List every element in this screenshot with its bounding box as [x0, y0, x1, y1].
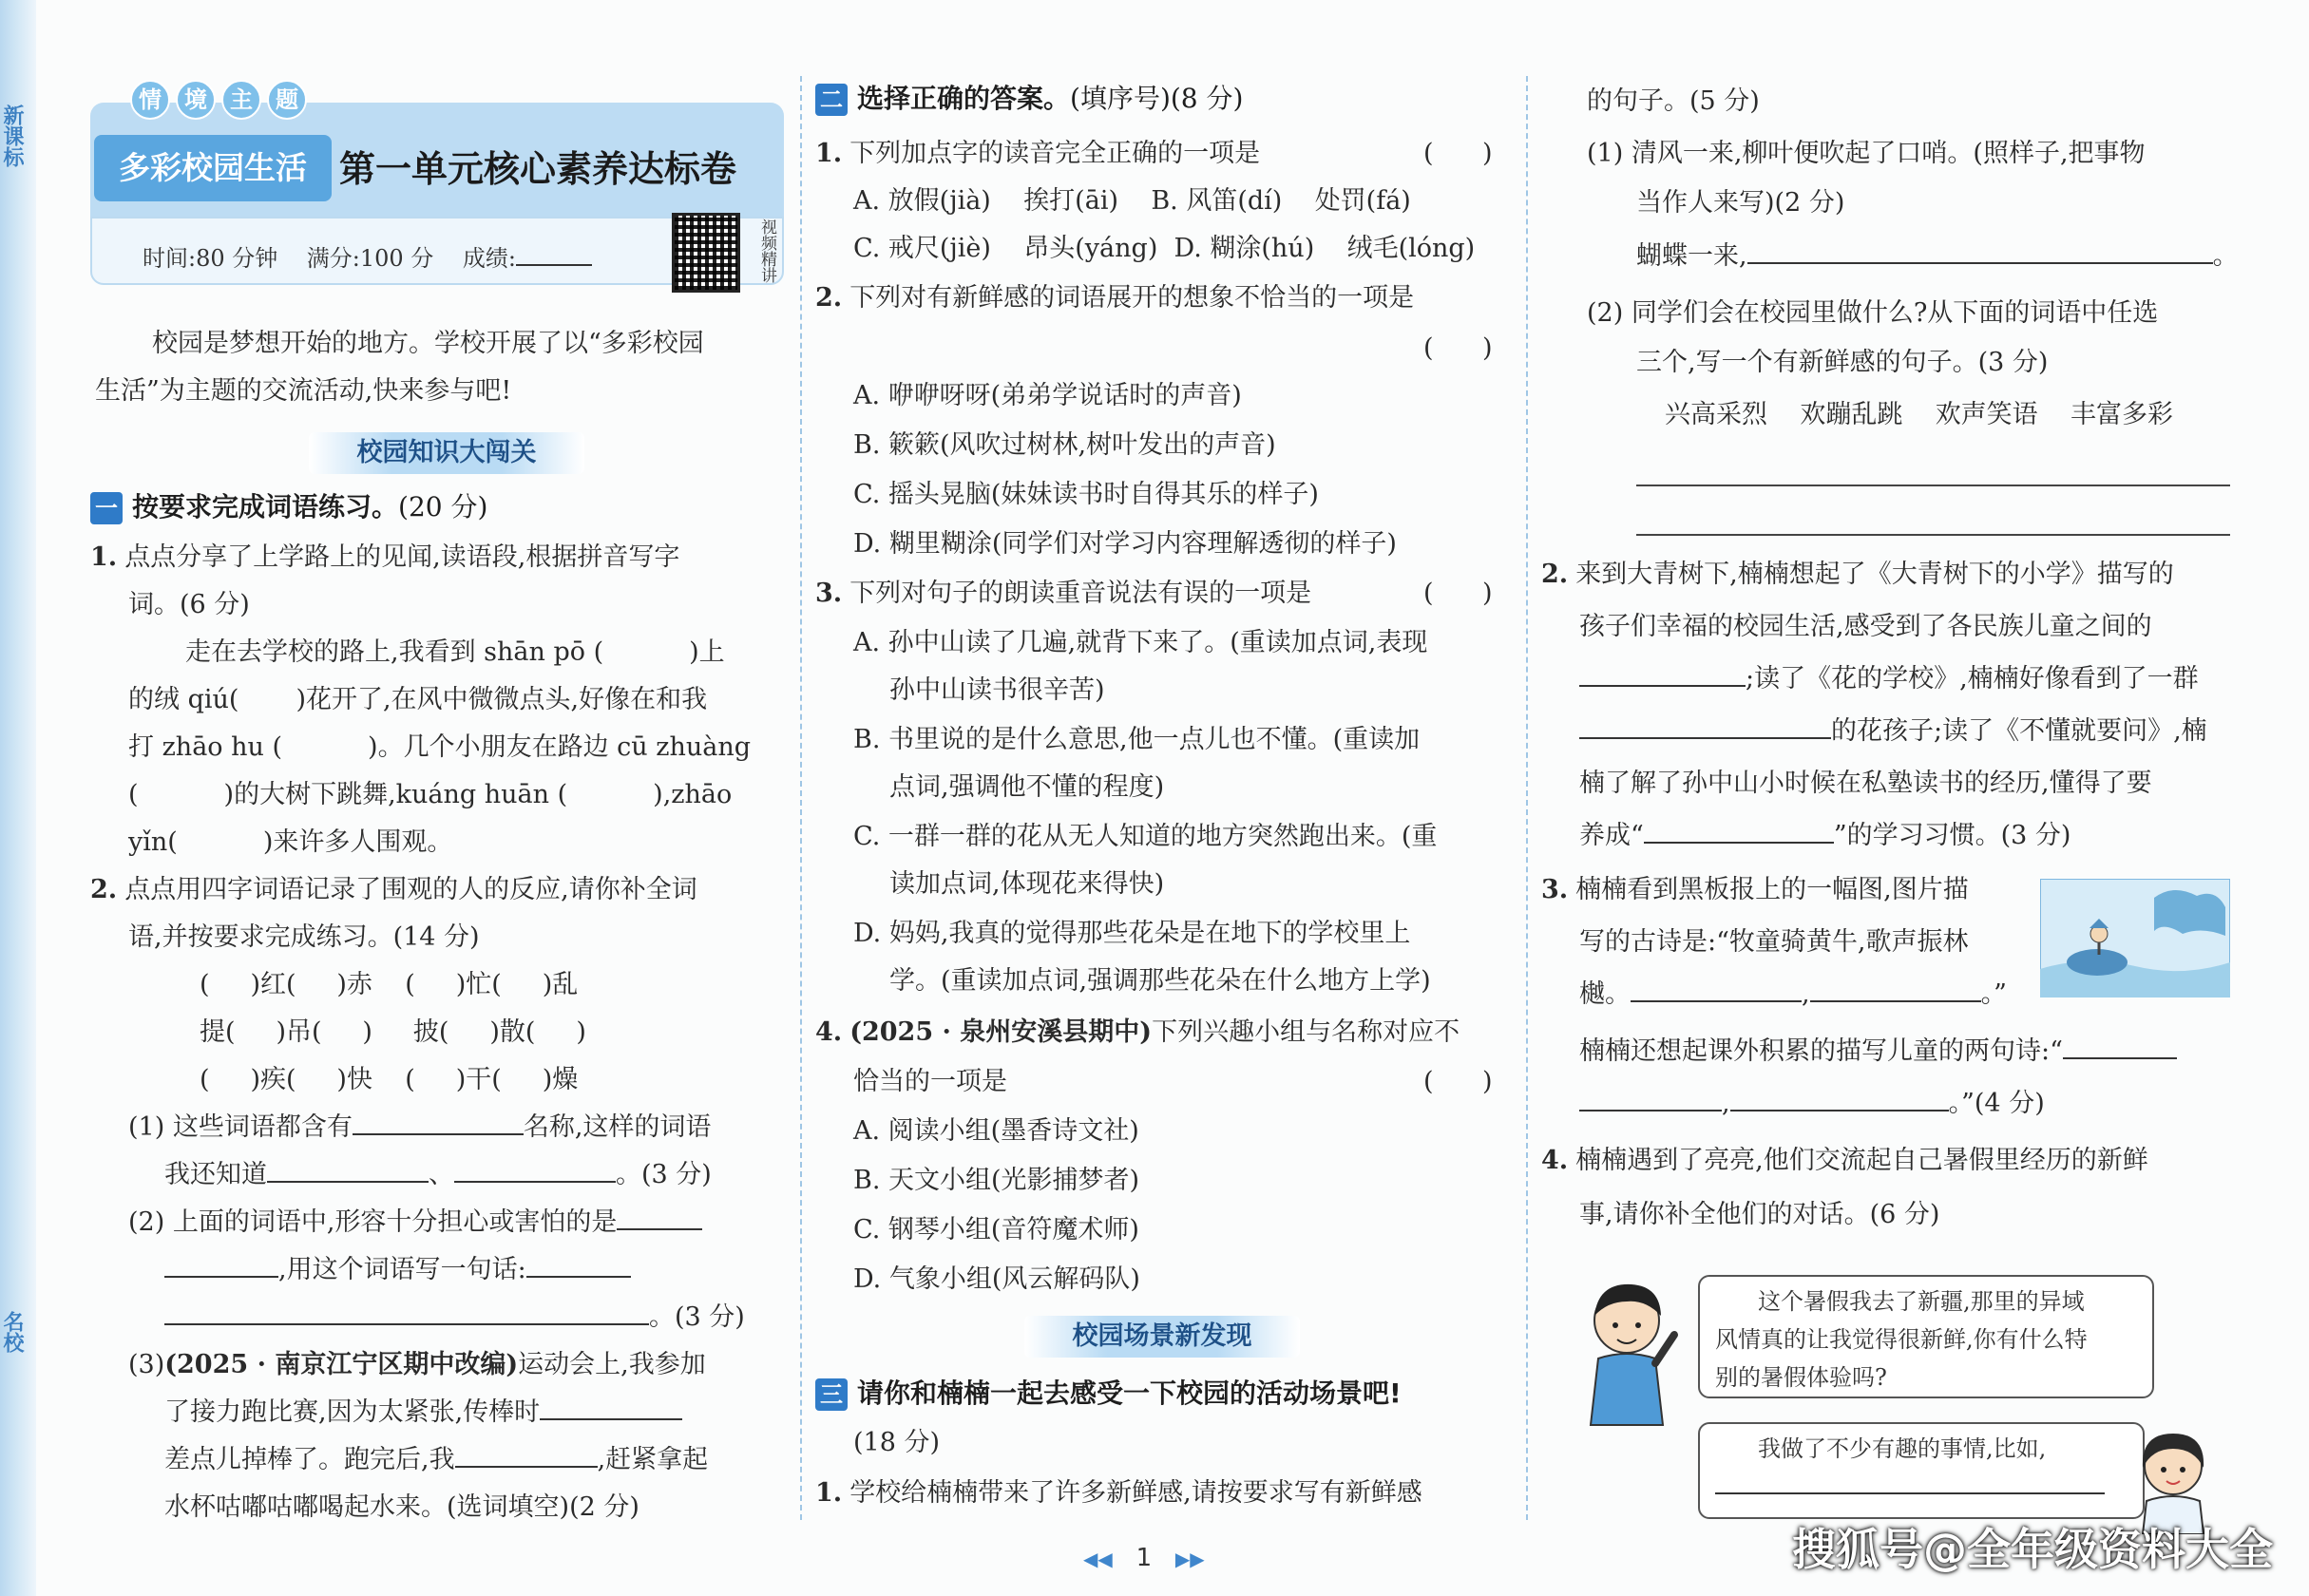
word-bank: 兴高采烈 欢蹦乱跳 欢声笑语 丰富多彩	[1665, 400, 2174, 429]
column-left	[90, 0, 789, 1558]
passage-line: 的绒 qiú( )花开了,在风中微微点头,好像在和我	[128, 685, 708, 714]
section-heading	[90, 489, 487, 525]
question-line: 4. 楠楠遇到了亮亮,他们交流起自己暑假里经历的新鲜	[1541, 1146, 2148, 1175]
section-number: 一	[90, 492, 123, 524]
dialog-answer-line[interactable]	[1715, 1492, 2105, 1494]
option-line: A. 咿咿呀呀(弟弟学说话时的声音)	[853, 381, 1242, 410]
section-title: 选择正确的答案。	[857, 83, 1071, 114]
column-divider	[1526, 76, 1528, 1520]
question-line: 养成“ ”的学习习惯。(3 分)	[1579, 821, 2071, 850]
option-line: B. 天文小组(光影捕梦者)	[853, 1166, 1140, 1195]
question-line: 孩子们幸福的校园生活,感受到了各民族儿童之间的	[1579, 612, 2152, 641]
question-line: , 。”(4 分)	[1579, 1088, 2240, 1120]
question-line: 恰当的一项是 ( )	[853, 1067, 1493, 1096]
option-line: C. 摇头晃脑(妹妹读书时自得其乐的样子)	[853, 480, 1319, 509]
score-blank[interactable]	[516, 264, 592, 266]
subquestion-line: 蝴蝶一来, 。	[1636, 241, 2239, 271]
intro-line: 生活”为主题的交流活动,快来参与吧!	[95, 376, 512, 406]
idiom-row: ( )疾( )快 ( )干( )燥	[200, 1065, 579, 1094]
subquestion-line: (1) 这些词语都含有 名称,这样的词语	[128, 1112, 712, 1142]
question-line: 4. (2025 · 泉州安溪县期中)下列兴趣小组与名称对应不	[815, 1017, 1460, 1047]
question-line: 樾。 , 。”	[1579, 979, 2007, 1009]
idiom-row: ( )红( )赤 ( )忙( )乱	[200, 970, 579, 999]
section-heading	[815, 81, 1243, 117]
option-line: 读加点词,体现花来得快)	[889, 869, 1165, 899]
subquestion-line: 我还知道 、 。(3 分)	[164, 1160, 712, 1189]
option-line: A. 放假(jià) 挨打(āi) B. 风笛(dí) 处罚(fá)	[853, 186, 1411, 216]
passage-line: 打 zhāo hu ( )。几个小朋友在路边 cū zhuàng	[128, 732, 752, 762]
question-line: 写的古诗是:“牧童骑黄牛,歌声振林	[1579, 927, 1969, 957]
answer-line[interactable]	[1636, 534, 2230, 536]
title-card	[90, 86, 784, 285]
option-line: D. 妈妈,我真的觉得那些花朵是在地下的学校里上	[853, 919, 1411, 948]
score-label: 成绩:	[462, 245, 516, 272]
time-label: 时间:80 分钟	[143, 245, 278, 272]
page-footer	[1083, 1544, 1205, 1572]
option-line: 学。(重读加点词,强调那些花朵在什么地方上学)	[889, 966, 1431, 996]
exam-info	[143, 239, 592, 273]
subquestion-line: 三个,写一个有新鲜感的句子。(3 分)	[1636, 348, 2049, 377]
idiom-row: 提( )吊( ) 披( )散( )	[200, 1017, 586, 1047]
column-divider	[800, 76, 802, 1520]
theme-label: 多彩校园生活	[94, 135, 332, 201]
subquestion-line: ,用这个词语写一句话:	[164, 1254, 789, 1286]
speech-bubble-girl: 我做了不少有趣的事情,比如,	[1698, 1422, 2145, 1519]
section-points: (20 分)	[398, 491, 488, 522]
subquestion-line: (1) 清风一来,柳叶便吹起了口哨。(照样子,把事物	[1587, 139, 2146, 168]
passage-line: ( )的大树下跳舞,kuáng huān ( ),zhāo	[128, 780, 733, 809]
option-line: D. 气象小组(风云解码队)	[853, 1264, 1140, 1294]
subquestion-line: 当作人来写)(2 分)	[1636, 188, 1845, 218]
watermark: 搜狐号@全年级资料大全	[1792, 1524, 2273, 1575]
binding-spine	[0, 0, 36, 1596]
next-arrows-icon: ▶▶	[1174, 1548, 1205, 1570]
option-line: C. 戒尺(jiè) 昂头(yáng) D. 糊涂(hú) 绒毛(lóng)	[853, 234, 1476, 263]
section-points: (填序号)(8 分)	[1070, 83, 1244, 114]
section-heading	[815, 1376, 1402, 1412]
prev-arrows-icon: ◀◀	[1083, 1548, 1113, 1570]
question-line: ;读了《花的学校》,楠楠好像看到了一群	[1579, 663, 2240, 695]
option-line: 点词,强调他不懂的程度)	[889, 772, 1165, 802]
column-right	[1541, 0, 2240, 1558]
option-line: A. 孙中山读了几遍,就背下来了。(重读加点词,表现	[853, 628, 1428, 657]
section-title: 按要求完成词语练习。	[132, 491, 399, 522]
question-line: 1. 下列加点字的读音完全正确的一项是 ( )	[815, 139, 1493, 168]
answer-paren[interactable]: ( )	[1423, 333, 1493, 363]
theme-tag: 境	[176, 80, 216, 120]
column-middle	[815, 0, 1511, 1558]
section-number: 三	[815, 1378, 848, 1411]
speech-bubble-boy: 这个暑假我去了新疆,那里的异域 风情真的让我觉得很新鲜,你有什么特 别的暑假体验吗?	[1698, 1275, 2154, 1398]
subquestion-line: 。(3 分)	[164, 1302, 789, 1334]
question-line: 楠楠还想起课外积累的描写儿童的两句诗:“	[1579, 1036, 2240, 1068]
theme-tag: 题	[267, 80, 307, 120]
section-banner: 校园知识大闯关	[309, 432, 584, 474]
question-line: 3. 下列对句子的朗读重音说法有误的一项是 ( )	[815, 579, 1493, 608]
spine-text: 新课标	[0, 104, 24, 167]
subquestion-line: 了接力跑比赛,因为太紧张,传棒时	[164, 1396, 789, 1429]
intro-line: 校园是梦想开始的地方。学校开展了以“多彩校园	[152, 329, 704, 358]
theme-tag: 情	[130, 80, 170, 120]
section-banner: 校园场景新发现	[1024, 1316, 1300, 1358]
option-line: C. 一群一群的花从无人知道的地方突然跑出来。(重	[853, 822, 1438, 851]
section-number: 二	[815, 84, 848, 116]
option-line: B. 书里说的是什么意思,他一点儿也不懂。(重读加	[853, 725, 1421, 754]
option-line: D. 糊里糊涂(同学们对学习内容理解透彻的样子)	[853, 529, 1397, 559]
option-line: B. 簌簌(风吹过树林,树叶发出的声音)	[853, 430, 1276, 460]
question-line: 2. 下列对有新鲜感的词语展开的想象不恰当的一项是	[815, 283, 1415, 313]
question-line: 词。(6 分)	[128, 590, 250, 619]
option-line: A. 阅读小组(墨香诗文社)	[853, 1116, 1139, 1146]
section-title: 请你和楠楠一起去感受一下校园的活动场景吧!	[857, 1378, 1402, 1409]
question-line: 楠了解了孙中山小时候在私塾读书的经历,懂得了要	[1579, 769, 2152, 798]
question-line: 事,请你补全他们的对话。(6 分)	[1579, 1200, 1940, 1229]
theme-tags	[130, 80, 307, 120]
passage-line: 走在去学校的路上,我看到 shān pō ( )上	[185, 637, 725, 667]
subquestion-line: 水杯咕嘟咕嘟喝起水来。(选词填空)(2 分)	[164, 1492, 639, 1522]
question-line: 2. 来到大青树下,楠楠想起了《大青树下的小学》描写的	[1541, 560, 2174, 589]
option-line: 孙中山读书很辛苦)	[889, 675, 1105, 705]
page-title: 第一单元核心素养达标卷	[339, 148, 737, 190]
answer-line[interactable]	[1636, 484, 2230, 486]
page-number: 1	[1135, 1544, 1153, 1572]
question-line: 的句子。(5 分)	[1587, 86, 1760, 116]
full-score-label: 满分:100 分	[306, 245, 434, 272]
spine-text: 名校	[0, 1311, 24, 1353]
question-line: 的花孩子;读了《不懂就要问》,楠	[1579, 715, 2240, 748]
subquestion-line: (2) 同学们会在校园里做什么?从下面的词语中任选	[1587, 298, 2159, 328]
question-line: 2. 点点用四字词语记录了围观的人的反应,请你补全词	[90, 875, 697, 904]
subquestion-line: (2) 上面的词语中,形容十分担心或害怕的是	[128, 1206, 789, 1239]
option-line: C. 钢琴小组(音符魔术师)	[853, 1215, 1139, 1244]
question-line: 3. 楠楠看到黑板报上的一幅图,图片描	[1541, 875, 1969, 904]
section-points: (18 分)	[853, 1428, 941, 1457]
passage-line: yǐn( )来许多人围观。	[128, 827, 453, 857]
subquestion-line: 差点儿掉棒了。跑完后,我 ,赶紧拿起	[164, 1445, 709, 1474]
boy-avatar	[1579, 1273, 1684, 1430]
qr-code[interactable]	[672, 213, 740, 293]
question-line: 1. 点点分享了上学路上的见闻,读语段,根据拼音写字	[90, 542, 680, 572]
herdboy-picture	[2040, 879, 2230, 998]
qr-caption: 视频精讲	[757, 218, 776, 283]
theme-tag: 主	[221, 80, 261, 120]
question-line: 语,并按要求完成练习。(14 分)	[128, 922, 480, 952]
question-line: 1. 学校给楠楠带来了许多新鲜感,请按要求写有新鲜感	[815, 1478, 1422, 1508]
subquestion-line: (3)(2025 · 南京江宁区期中改编)运动会上,我参加	[128, 1350, 706, 1379]
